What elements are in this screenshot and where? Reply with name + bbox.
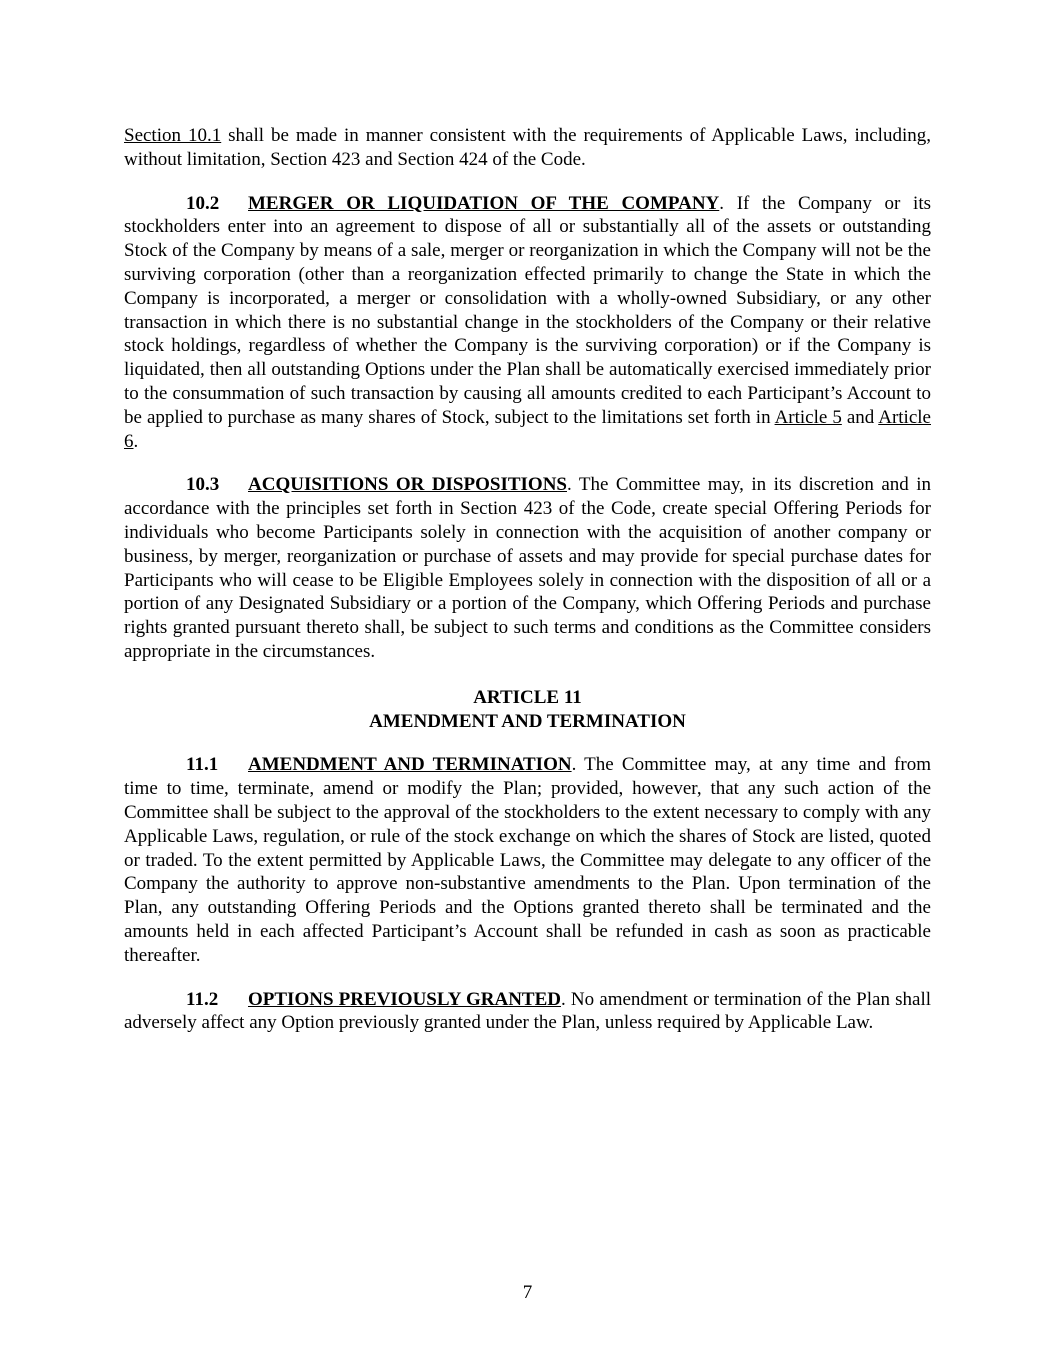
section-11-1-text: The Committee may, at any time and from time to time, terminate, amend or modify the Plan; provided, however, that any such action of the Committee shall be subject to the approval of the stockholders to the extent necessary to comply with any Applicable Laws, regulation, or rule of the stock exchange on which the shares of Stock are listed, quoted or traded. To the extent permitted by Applicable Laws, the Committee may delegate to any officer of the Company the authority to approve non-substantive amendments to the Plan. Upon termination of the Plan, any outstanding Offering Periods and the Options granted thereto shall be terminated and the amounts held in each affected Participant’s Account shall be refunded in cash as soon as practicable thereafter. bbox=[124, 754, 931, 966]
section-10-3-paragraph bbox=[124, 473, 931, 663]
section-10-3-text: The Committee may, in its discretion and in accordance with the principles set forth in Section 423 of the Code, create special Offering Periods for individuals who become Participants solely in connection with the acquisition of another company or business, by merger, reorganization or purchase of assets and may provide for special purchase dates for Participants who will cease to be Eligible Employees solely in connection with the disposition of all or a portion of any Designated Subsidiary or a portion of the Company, which Offering Periods and purchase rights granted pursuant thereto shall, be subject to such terms and conditions as the Committee considers appropriate in the circumstances. bbox=[124, 474, 931, 662]
section-10-2-number: 10.2 bbox=[186, 192, 220, 214]
article-11-title: AMENDMENT AND TERMINATION bbox=[369, 710, 686, 732]
section-11-2-number: 11.2 bbox=[186, 988, 219, 1010]
section-10-2-and: and bbox=[841, 406, 879, 428]
section-11-2-period: . bbox=[560, 988, 566, 1010]
section-11-1-paragraph bbox=[124, 753, 931, 967]
section-11-1-period: . bbox=[571, 754, 577, 776]
section-11-1-heading: AMENDMENT AND TERMINATION bbox=[248, 754, 572, 776]
continuation-paragraph bbox=[124, 124, 931, 172]
continuation-text: shall be made in manner consistent with the requirements of Applicable Laws, including, without limitation, Section 423 and Section 424 of the Code. bbox=[124, 125, 931, 170]
section-10-3-number: 10.3 bbox=[186, 474, 220, 496]
section-10-2-end: . bbox=[133, 430, 139, 452]
page-number: 7 bbox=[522, 1282, 533, 1303]
section-10-1-reference: Section 10.1 bbox=[124, 125, 222, 146]
article-11-label: ARTICLE 11 bbox=[473, 686, 582, 708]
section-10-2-text: If the Company or its stockholders enter into an agreement to dispose of all or substantially all of the assets or outstanding Stock of the Company by means of a sale, merger or reorganization in which the Company will not be the surviving corporation (other than a reorganization effected primarily to change the State in which the Company is incorporated, a merger or consolidation with a wholly-owned Subsidiary, or any other transaction in which there is no substantial change in the stockholders of the Company or their relative stock holdings, regardless of whether the Company is the surviving corporation) or if the Company is liquidated, then all outstanding Options under the Plan shall be automatically exercised immediately prior to the consummation of such transaction by causing all amounts credited to each Participant’s Account to be applied to purchase as many shares of Stock, subject to the limitations set forth in bbox=[124, 192, 931, 428]
article-5-reference: Article 5 bbox=[774, 406, 842, 428]
section-10-2-paragraph bbox=[124, 192, 931, 454]
document-page bbox=[124, 124, 931, 1035]
article-11-header bbox=[124, 686, 931, 734]
section-11-2-text: No amendment or termination of the Plan shall adversely affect any Option previously granted under the Plan, unless required by Applicable Law. bbox=[124, 988, 931, 1034]
section-11-1-number: 11.1 bbox=[186, 754, 219, 776]
section-11-2-heading: OPTIONS PREVIOUSLY GRANTED bbox=[248, 988, 561, 1010]
section-10-2-heading: MERGER OR LIQUIDATION OF THE COMPANY bbox=[248, 192, 720, 214]
section-10-3-heading: ACQUISITIONS OR DISPOSITIONS bbox=[248, 474, 567, 496]
article-6-reference: Article 6 bbox=[124, 406, 931, 452]
section-10-3-period: . bbox=[566, 474, 572, 496]
section-11-2-paragraph bbox=[124, 988, 931, 1036]
section-10-2-period: . bbox=[719, 192, 725, 214]
